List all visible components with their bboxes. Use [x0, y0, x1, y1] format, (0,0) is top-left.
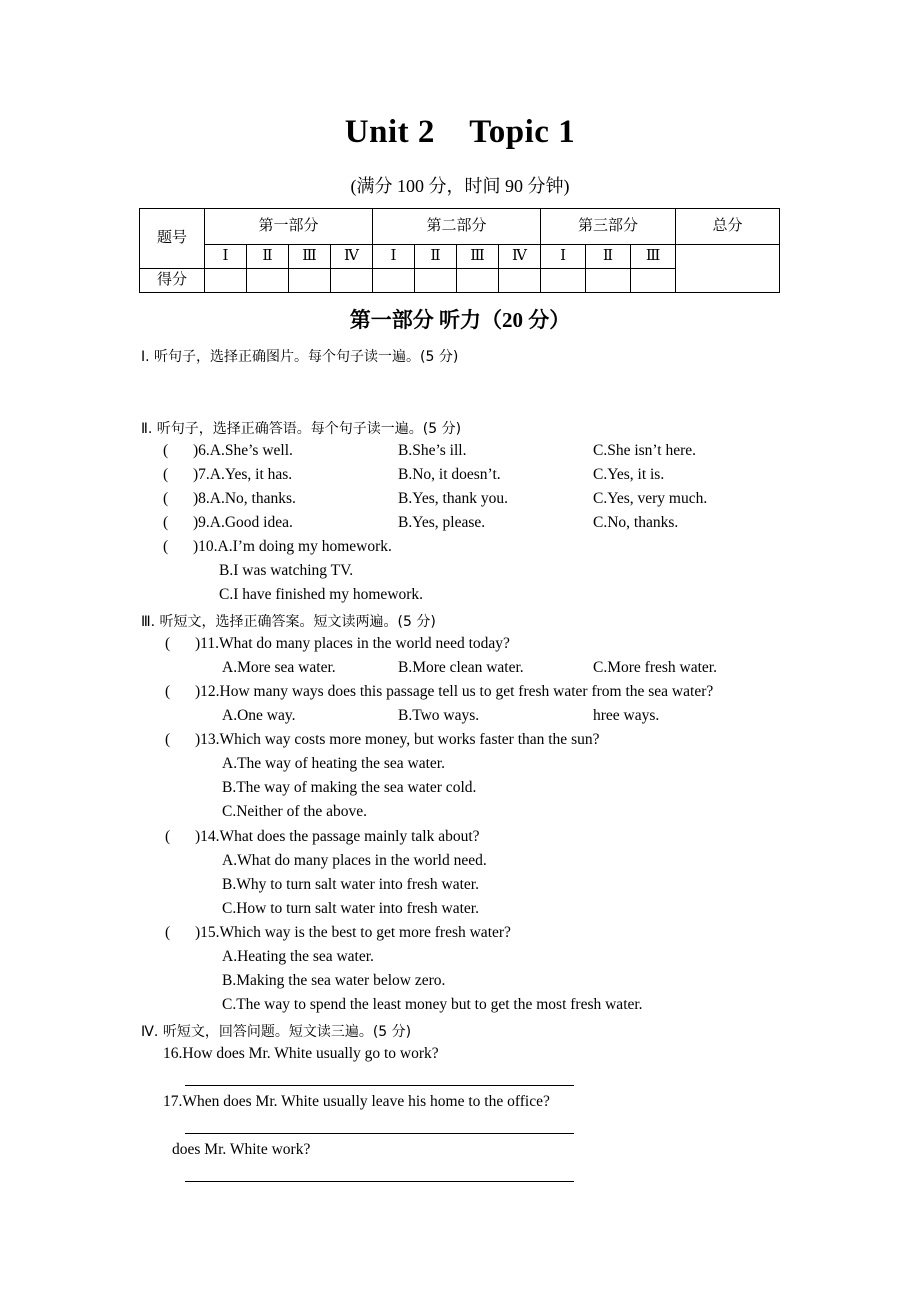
q9-stem: )9.A.Good idea.	[193, 514, 293, 531]
score-cell[interactable]	[457, 269, 499, 293]
q13-option-c: C.Neither of the above.	[222, 803, 368, 820]
q11-option-b: B.More clean water.	[398, 659, 524, 676]
q6-option-b: B.She’s ill.	[398, 442, 467, 459]
q8-option-c: C.Yes, very much.	[593, 490, 708, 507]
q12-option-b: B.Two ways.	[398, 707, 480, 724]
part2-col: Ⅰ	[373, 245, 415, 269]
part3-header: 第三部分	[541, 209, 676, 245]
q11-option-c: C.More fresh water.	[593, 659, 717, 676]
q13-option-a: A.The way of heating the sea water.	[222, 755, 445, 772]
part1-header: 第一部分	[205, 209, 373, 245]
q15-option-b: B.Making the sea water below zero.	[222, 972, 446, 989]
section1-heading: Ⅰ. 听句子，选择正确图片。每个句子读一遍。(5 分)	[141, 349, 459, 365]
answer-paren: (	[165, 924, 171, 941]
page-subtitle: (满分 100 分，时间 90 分钟)	[350, 176, 570, 196]
q9-option-b: B.Yes, please.	[398, 514, 486, 531]
page-title: Unit 2 Topic 1	[344, 114, 576, 150]
section2-heading: Ⅱ. 听句子，选择正确答语。每个句子读一遍。(5 分)	[141, 421, 462, 437]
total-header: 总分	[676, 209, 780, 245]
q11-stem: )11.What do many places in the world need today?	[195, 635, 510, 652]
answer-paren: (	[165, 731, 171, 748]
q8-stem: )8.A.No, thanks.	[193, 490, 296, 507]
q6-stem: )6.A.She’s well.	[193, 442, 293, 459]
q15-stem: )15.Which way is the best to get more fresh water?	[195, 924, 511, 941]
score-cell[interactable]	[247, 269, 289, 293]
q12-option-a: A.One way.	[222, 707, 296, 724]
q14-stem: )14.What does the passage mainly talk about?	[195, 828, 480, 845]
part3-col: Ⅲ	[631, 245, 676, 269]
q12-stem: )12.How many ways does this passage tell us to get fresh water from the sea water?	[195, 683, 714, 700]
answer-paren: (	[165, 828, 171, 845]
q14-option-c: C.How to turn salt water into fresh water.	[222, 900, 479, 917]
part2-col: Ⅱ	[415, 245, 457, 269]
total-score-cell[interactable]	[676, 245, 780, 293]
q11-option-a: A.More sea water.	[222, 659, 336, 676]
q6-option-c: C.She isn’t here.	[593, 442, 697, 459]
q18-question: does Mr. White work?	[172, 1141, 311, 1158]
answer-paren: (	[165, 635, 171, 652]
section4-heading: Ⅳ. 听短文，回答问题。短文读三遍。(5 分)	[141, 1024, 412, 1040]
score-cell[interactable]	[415, 269, 457, 293]
part3-col: Ⅱ	[586, 245, 631, 269]
score-table	[139, 208, 780, 293]
answer-paren: (	[165, 683, 171, 700]
q16-answer-line[interactable]	[185, 1085, 574, 1086]
score-label: 得分	[140, 269, 205, 293]
score-cell[interactable]	[373, 269, 415, 293]
answer-paren: (	[163, 514, 169, 531]
part3-col: Ⅰ	[541, 245, 586, 269]
part2-col: Ⅳ	[499, 245, 541, 269]
answer-paren: (	[163, 490, 169, 507]
q15-option-c: C.The way to spend the least money but to get the most fresh water.	[222, 996, 643, 1013]
q10-option-c: C.I have finished my homework.	[219, 586, 424, 603]
score-cell[interactable]	[331, 269, 373, 293]
answer-paren: (	[163, 466, 169, 483]
q18-answer-line[interactable]	[185, 1181, 574, 1182]
q8-option-b: B.Yes, thank you.	[398, 490, 508, 507]
q13-stem: )13.Which way costs more money, but works faster than the sun?	[195, 731, 600, 748]
part-one-title: 第一部分 听力（20 分）	[349, 308, 571, 332]
part1-col: Ⅳ	[331, 245, 373, 269]
answer-paren: (	[163, 538, 169, 555]
part1-col: Ⅱ	[247, 245, 289, 269]
score-cell[interactable]	[541, 269, 586, 293]
q9-option-c: C.No, thanks.	[593, 514, 679, 531]
q10-stem: )10.A.I’m doing my homework.	[193, 538, 392, 555]
part1-col: Ⅲ	[289, 245, 331, 269]
question-number-label: 题号	[140, 209, 205, 269]
q7-option-b: B.No, it doesn’t.	[398, 466, 501, 483]
score-cell[interactable]	[499, 269, 541, 293]
answer-paren: (	[163, 442, 169, 459]
q7-option-c: C.Yes, it is.	[593, 466, 665, 483]
q12-option-c: hree ways.	[593, 707, 660, 724]
part1-col: Ⅰ	[205, 245, 247, 269]
q16-question: 16.How does Mr. White usually go to work?	[163, 1045, 439, 1062]
score-cell[interactable]	[586, 269, 631, 293]
q7-stem: )7.A.Yes, it has.	[193, 466, 293, 483]
q15-option-a: A.Heating the sea water.	[222, 948, 374, 965]
part2-col: Ⅲ	[457, 245, 499, 269]
part2-header: 第二部分	[373, 209, 541, 245]
score-cell[interactable]	[289, 269, 331, 293]
score-cell[interactable]	[205, 269, 247, 293]
q13-option-b: B.The way of making the sea water cold.	[222, 779, 477, 796]
q17-answer-line[interactable]	[185, 1133, 574, 1134]
q10-option-b: B.I was watching TV.	[219, 562, 354, 579]
q14-option-a: A.What do many places in the world need.	[222, 852, 487, 869]
q14-option-b: B.Why to turn salt water into fresh water.	[222, 876, 479, 893]
score-cell[interactable]	[631, 269, 676, 293]
q17-question: 17.When does Mr. White usually leave his home to the office?	[163, 1093, 550, 1110]
section3-heading: Ⅲ. 听短文，选择正确答案。短文读两遍。(5 分)	[141, 614, 436, 630]
